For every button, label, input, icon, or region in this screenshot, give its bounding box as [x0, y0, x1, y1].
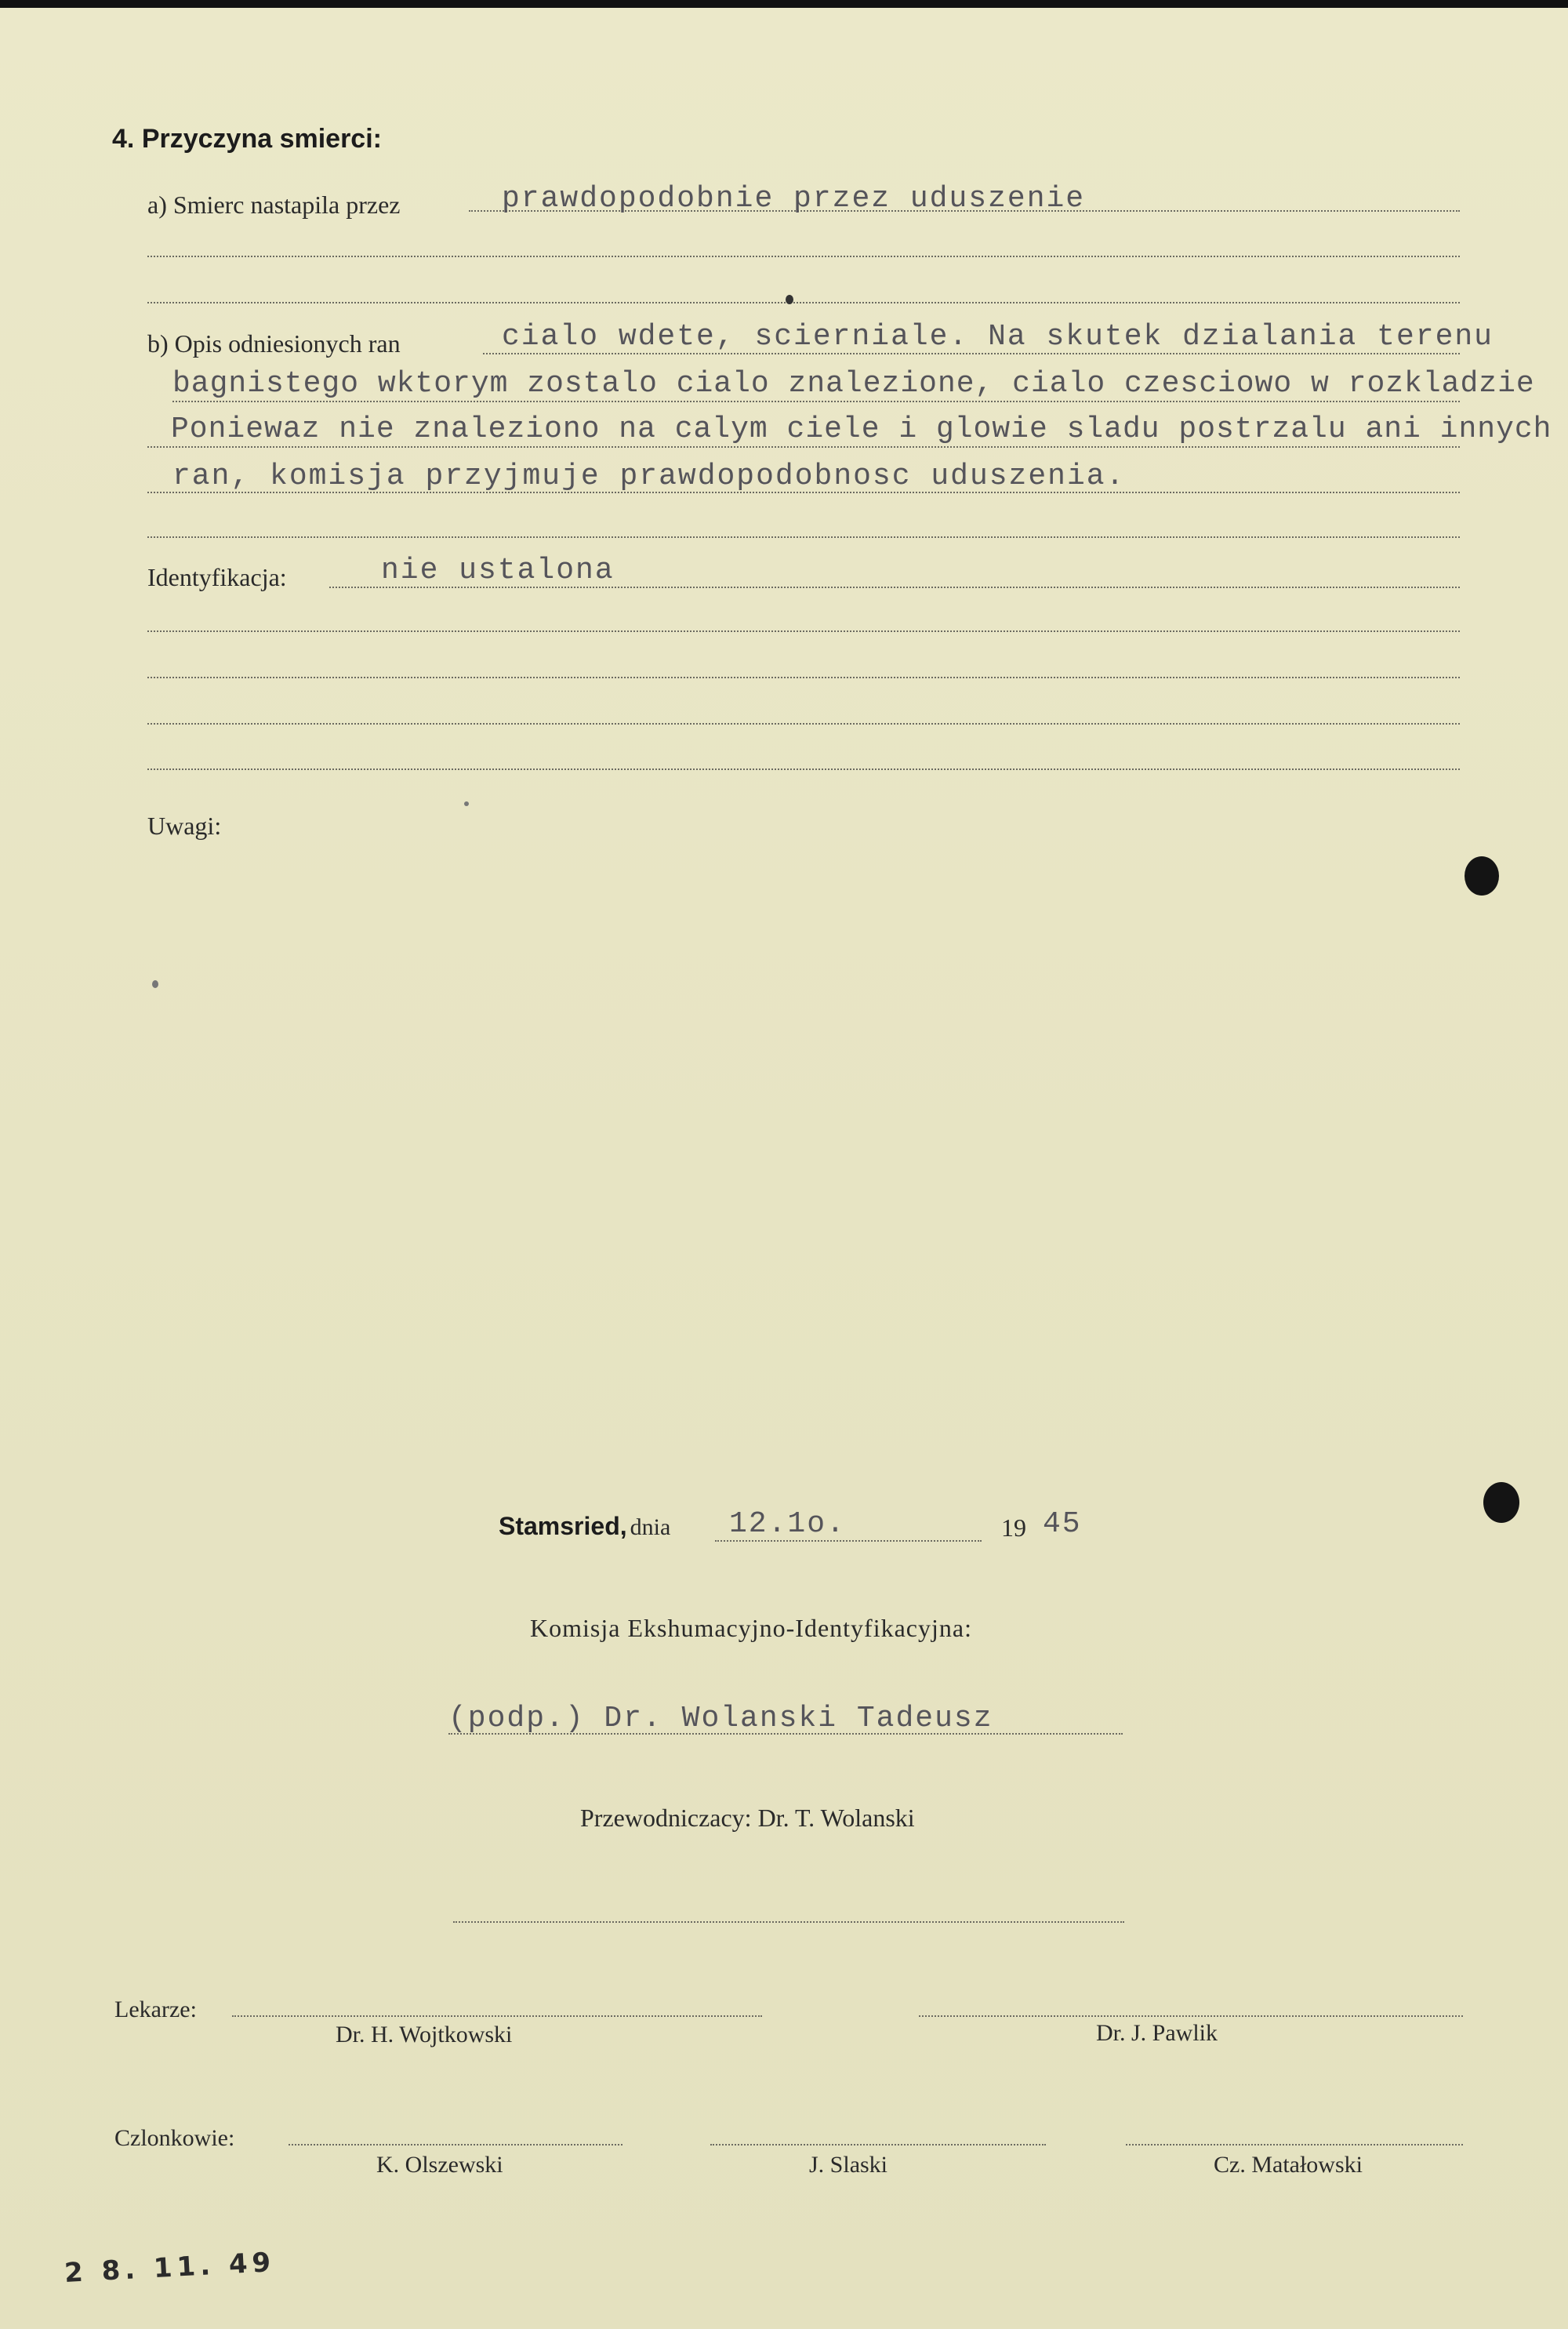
member-2-name: J. Slaski — [809, 2152, 888, 2178]
dnia-label: dnia — [630, 1514, 671, 1540]
section-header — [112, 124, 382, 154]
identification-value: nie ustalona — [381, 554, 615, 587]
identification-line-3 — [147, 677, 1460, 678]
field-b-text-2: bagnistego wktorym zostalo cialo znalezione, cialo czesciowo w rozkladzie — [172, 367, 1535, 401]
field-a-line-3 — [147, 302, 1460, 303]
members-label: Czlonkowie: — [114, 2125, 235, 2151]
field-b-line-5 — [147, 536, 1460, 538]
member-1-name: K. Olszewski — [376, 2152, 503, 2178]
doctor-2-name: Dr. J. Pawlik — [1096, 2020, 1218, 2046]
field-a-value: prawdopodobnie przez uduszenie — [502, 182, 1086, 216]
section-title: Przyczyna smierci: — [141, 124, 382, 154]
member-3-name: Cz. Matałowski — [1214, 2152, 1363, 2178]
place-date-row — [499, 1512, 670, 1541]
identification-line-5 — [147, 768, 1460, 770]
commission-signature: (podp.) Dr. Wolanski Tadeusz — [448, 1702, 993, 1735]
doctor-1-name: Dr. H. Wojtkowski — [336, 2022, 513, 2047]
handwritten-date: 2 8. 11. 49 — [64, 2246, 277, 2290]
identification-label: Identyfikacja: — [147, 563, 287, 591]
commission-chair: Przewodniczacy: Dr. T. Wolanski — [580, 1804, 915, 1832]
remarks-label: Uwagi: — [147, 812, 222, 840]
identification-line-2 — [147, 630, 1460, 632]
field-a-label: a) Smierc nastapila przez — [147, 191, 401, 219]
member-1-line — [289, 2144, 622, 2146]
punch-hole-top — [1465, 856, 1499, 896]
field-b-text-4: ran, komisja przyjmuje prawdopodobnosc uduszenia. — [172, 460, 1126, 493]
chair-signature-line — [453, 1921, 1124, 1923]
member-2-line — [710, 2144, 1046, 2146]
place-name: Stamsried, — [499, 1512, 627, 1540]
field-b-text-3: Poniewaz nie znaleziono na calym ciele i glowie sladu postrzalu ani innych — [171, 412, 1552, 446]
ink-speck — [152, 980, 158, 988]
field-b-line-2 — [172, 401, 1460, 402]
identification-line-4 — [147, 723, 1460, 725]
field-b-text-1: cialo wdete, scierniale. Na skutek dzialania terenu — [502, 320, 1494, 354]
ink-speck — [464, 801, 469, 806]
field-b-label: b) Opis odniesionych ran — [147, 329, 401, 358]
punch-hole-bottom — [1483, 1482, 1519, 1523]
doctor-1-line — [232, 2015, 762, 2017]
member-3-line — [1126, 2144, 1463, 2146]
ink-speck — [786, 295, 793, 304]
section-number: 4. — [112, 124, 135, 154]
year-suffix: 45 — [1043, 1507, 1082, 1541]
commission-title: Komisja Ekshumacyjno-Identyfikacyjna: — [530, 1614, 972, 1642]
field-b-line-3 — [147, 446, 1460, 448]
field-a-line-2 — [147, 256, 1460, 257]
date-day-month: 12.1o. — [729, 1507, 846, 1541]
doctors-label: Lekarze: — [114, 1997, 197, 2022]
doctor-2-line — [919, 2015, 1463, 2017]
signature-line — [448, 1733, 1123, 1735]
year-prefix: 19 — [1001, 1513, 1026, 1542]
